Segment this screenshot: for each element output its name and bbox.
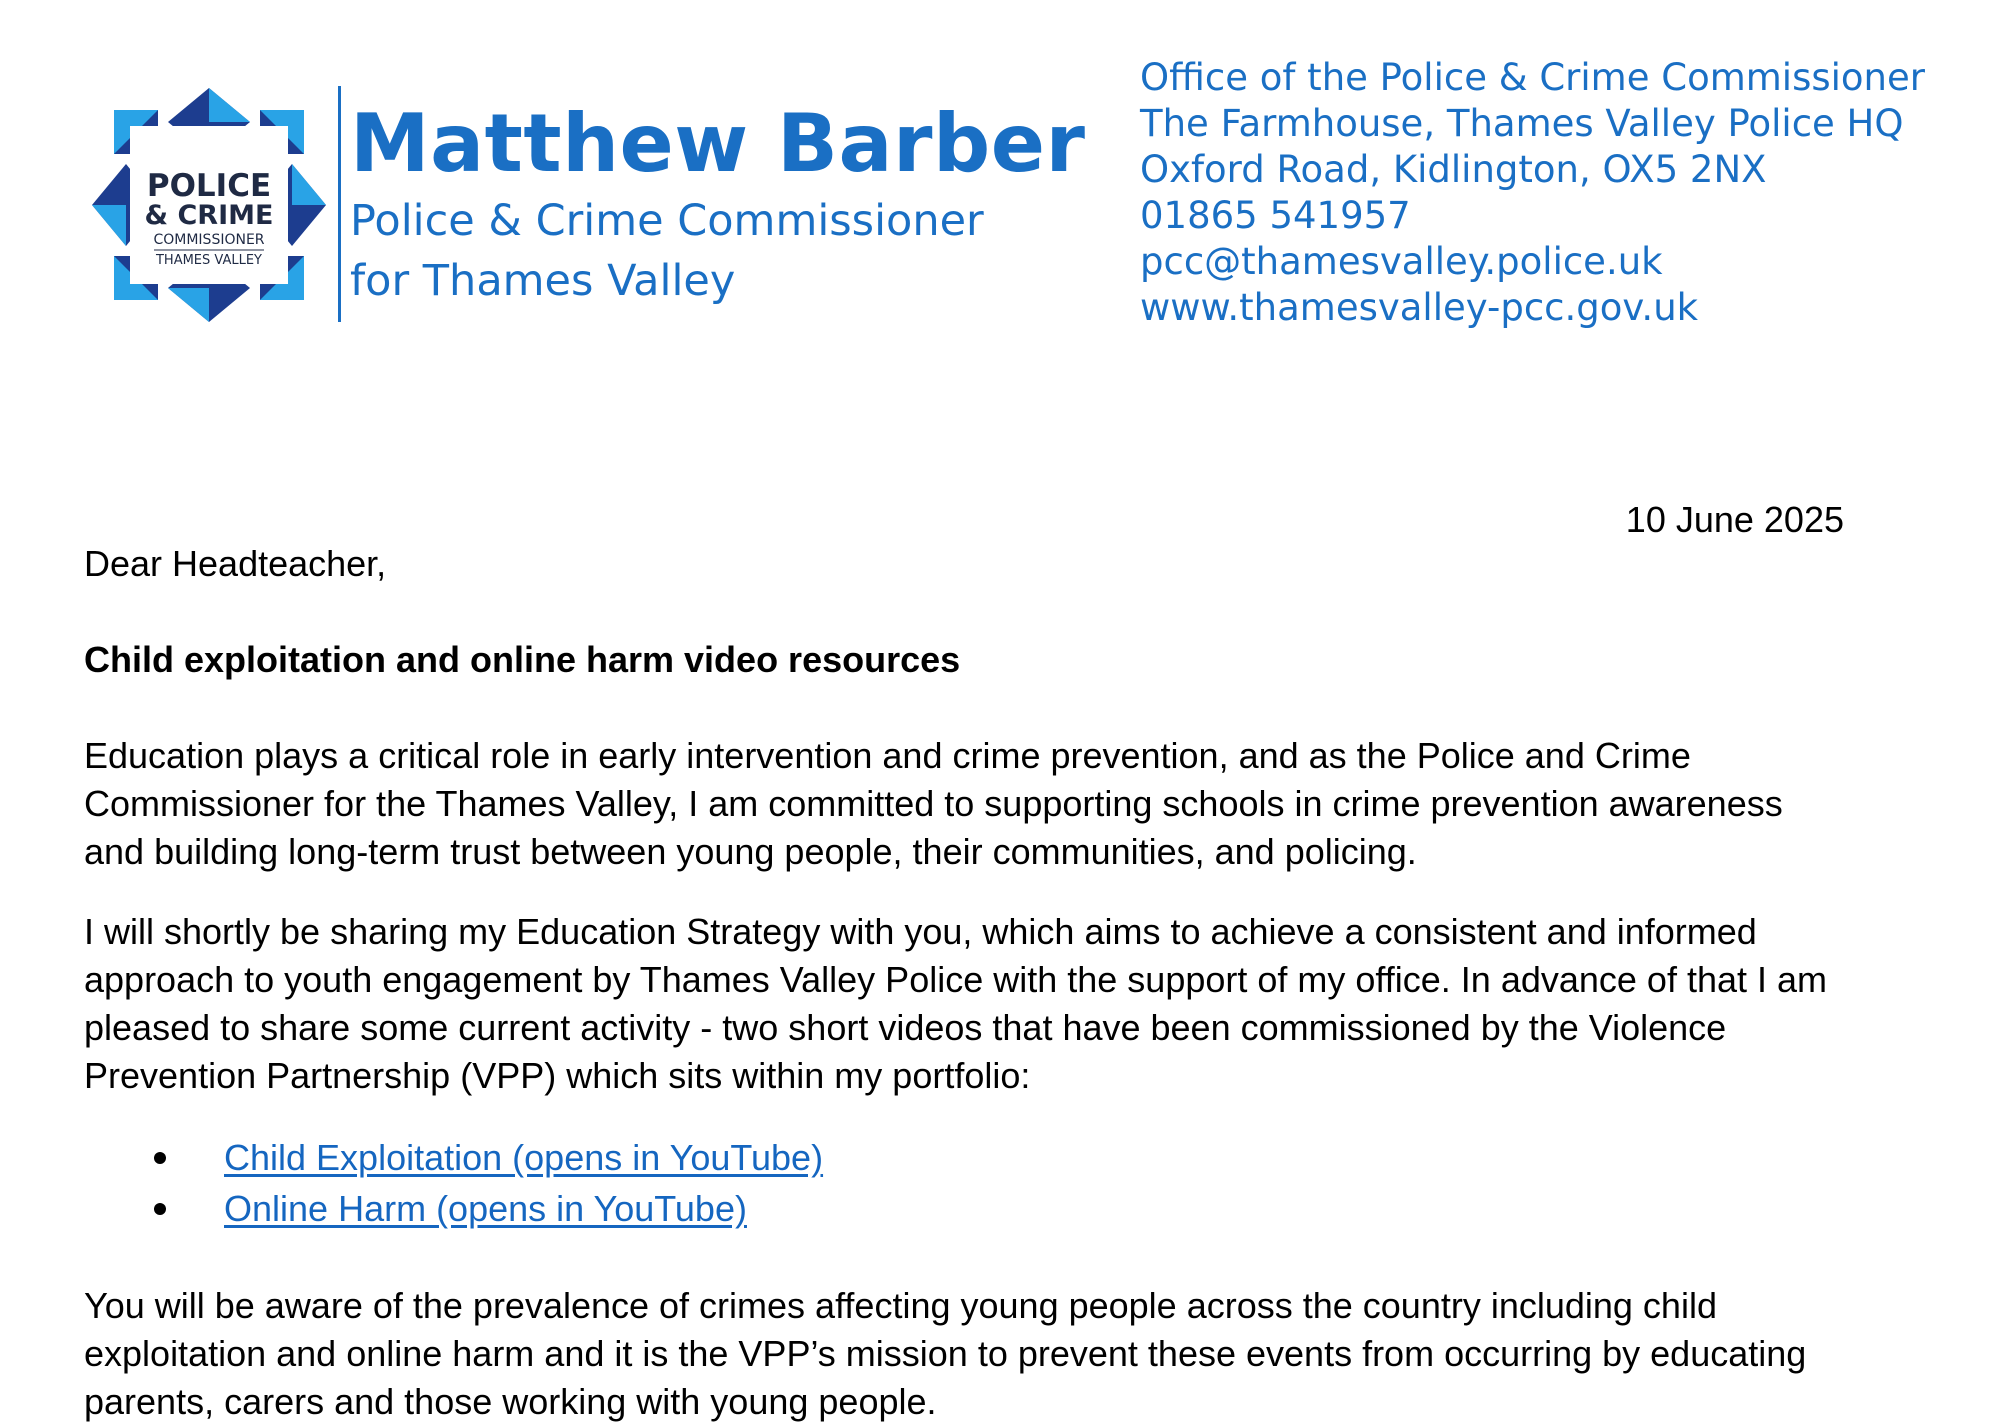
logo-text-police: POLICE: [146, 168, 272, 204]
list-item: [84, 1132, 1844, 1183]
child-exploitation-video-link[interactable]: Child Exploitation (opens in YouTube): [224, 1137, 824, 1178]
video-link-list: [84, 1132, 1844, 1234]
logo-text-commissioner: COMMISSIONER: [153, 232, 265, 248]
office-phone: 01865 541957: [1140, 194, 1411, 237]
online-harm-video-link[interactable]: Online Harm (opens in YouTube): [224, 1188, 747, 1229]
salutation: Dear Headteacher,: [84, 543, 387, 584]
letter-date: 10 June 2025: [1625, 499, 1844, 540]
paragraph-mission: You will be aware of the prevalence of crimes affecting young people across the country including child exploitation and online harm and it is the VPP’s mission to prevent these events from occurring by educating parents, carers and those working with young people.: [84, 1285, 1807, 1422]
bullet-icon: [154, 1203, 166, 1215]
commissioner-role-line1: Police & Crime Commissioner: [350, 196, 984, 246]
logo-text-crime: & CRIME: [144, 200, 274, 231]
office-email: pcc@thamesvalley.police.uk: [1140, 240, 1663, 283]
letterhead-brand: [350, 98, 1085, 310]
pcc-logo: [84, 80, 334, 330]
commissioner-name: Matthew Barber: [350, 97, 1086, 190]
commissioner-role-line2: for Thames Valley: [350, 256, 736, 306]
paragraph-strategy: I will shortly be sharing my Education Strategy with you, which aims to achieve a consistent and informed approach to youth engagement by Thames Valley Police with the support of my office. In advance of that I am pleased to share some current activity - two short videos that have been commissioned by the Violence Prevention Partnership (VPP) which sits within my portfolio:: [84, 911, 1828, 1096]
list-item: [84, 1183, 1844, 1234]
bullet-icon: [154, 1152, 166, 1164]
address-line3: Oxford Road, Kidlington, OX5 2NX: [1140, 148, 1767, 191]
letter-body: [84, 540, 1844, 1426]
office-address: [1140, 55, 1925, 331]
letter-subject: Child exploitation and online harm video resources: [84, 639, 961, 680]
address-line1: Office of the Police & Crime Commissioner: [1140, 56, 1925, 99]
brand-divider: [338, 86, 341, 322]
office-website: www.thamesvalley-pcc.gov.uk: [1140, 286, 1699, 329]
paragraph-intro: Education plays a critical role in early intervention and crime prevention, and as the Police and Crime Commissioner for the Thames Valley, I am committed to supporting schools in crime prevention awareness and building long-term trust between young people, their communities, and policing.: [84, 735, 1783, 872]
address-line2: The Farmhouse, Thames Valley Police HQ: [1140, 102, 1904, 145]
logo-text-thames-valley: THAMES VALLEY: [155, 253, 263, 268]
